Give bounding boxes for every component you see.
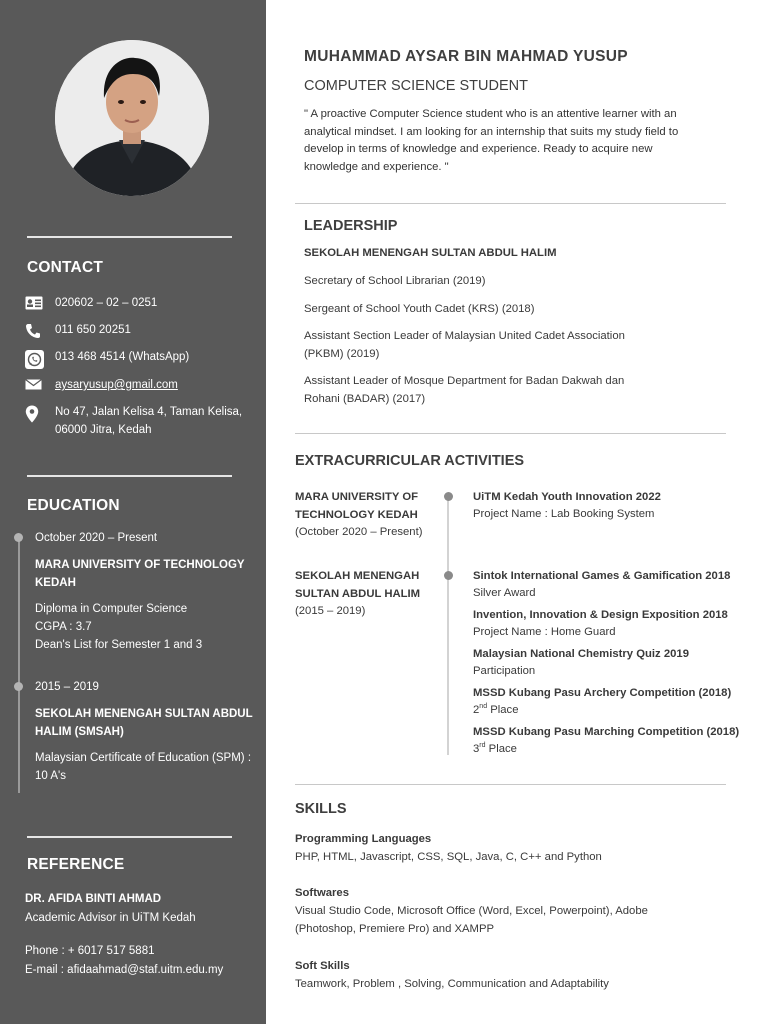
contact-email bbox=[25, 377, 255, 395]
activity-detail: Silver Award bbox=[473, 586, 536, 599]
reference-heading: REFERENCE bbox=[27, 856, 125, 873]
activity-detail: Project Name : Home Guard bbox=[473, 625, 616, 638]
activity-title: MSSD Kubang Pasu Archery Competition (2018) bbox=[473, 687, 732, 699]
activity-item bbox=[473, 489, 743, 522]
contact-ic bbox=[25, 295, 255, 313]
activity-item bbox=[473, 685, 743, 718]
education-period: October 2020 – Present bbox=[35, 532, 158, 544]
skill-label: Programming Languages bbox=[295, 833, 432, 845]
timeline-dot bbox=[444, 492, 453, 501]
timeline-dot bbox=[14, 533, 23, 542]
education-detail: Diploma in Computer Science bbox=[35, 603, 188, 615]
education-heading: EDUCATION bbox=[27, 497, 120, 514]
education-timeline bbox=[18, 537, 20, 793]
activity-title: Malaysian National Chemistry Quiz 2019 bbox=[473, 648, 689, 660]
extracurricular-heading: EXTRACURRICULAR ACTIVITIES bbox=[295, 453, 525, 469]
activity-item bbox=[473, 568, 743, 601]
email-link[interactable]: aysaryusup@gmail.com bbox=[55, 379, 178, 391]
contact-whatsapp bbox=[25, 349, 255, 369]
timeline-dot bbox=[444, 571, 453, 580]
main-content bbox=[266, 0, 768, 1024]
skill-value: Visual Studio Code, Microsoft Office (Word, Excel, Powerpoint), Adobe (Photoshop, Premiere Pro) and XAMPP bbox=[295, 905, 648, 935]
education-period: 2015 – 2019 bbox=[35, 681, 99, 693]
whatsapp-number[interactable]: 013 468 4514 (WhatsApp) bbox=[55, 351, 190, 363]
timeline-dot bbox=[14, 682, 23, 691]
activity-detail: 2nd Place bbox=[473, 702, 519, 716]
candidate-role: COMPUTER SCIENCE STUDENT bbox=[304, 78, 528, 94]
extracurricular-period: (2015 – 2019) bbox=[295, 605, 366, 617]
reference-title: Academic Advisor in UiTM Kedah bbox=[25, 912, 196, 924]
activity-detail: Participation bbox=[473, 664, 536, 677]
activity-item bbox=[473, 646, 743, 679]
skill-value: Teamwork, Problem , Solving, Communication and Adaptability bbox=[295, 978, 609, 990]
skill-value: PHP, HTML, Javascript, CSS, SQL, Java, C, C++ and Python bbox=[295, 851, 602, 863]
education-detail: Dean's List for Semester 1 and 3 bbox=[35, 639, 203, 651]
education-institution: SEKOLAH MENENGAH SULTAN ABDUL HALIM (SMSAH) bbox=[35, 708, 253, 738]
phone-icon bbox=[25, 322, 55, 340]
leadership-item: Assistant Section Leader of Malaysian United Cadet Association (PKBM) (2019) bbox=[304, 330, 625, 360]
location-pin-icon bbox=[25, 404, 55, 439]
candidate-name: MUHAMMAD AYSAR BIN MAHMAD YUSUP bbox=[304, 48, 628, 65]
id-card-icon bbox=[25, 295, 55, 313]
activity-title: UiTM Kedah Youth Innovation 2022 bbox=[473, 491, 661, 503]
contact-heading: CONTACT bbox=[27, 259, 104, 276]
skill-label: Soft Skills bbox=[295, 960, 350, 972]
education-detail: CGPA : 3.7 bbox=[35, 621, 92, 633]
reference-block bbox=[25, 890, 261, 980]
sidebar bbox=[0, 0, 266, 1024]
leadership-school: SEKOLAH MENENGAH SULTAN ABDUL HALIM bbox=[304, 247, 557, 259]
extracurricular-institution-name: MARA UNIVERSITY OF TECHNOLOGY KEDAH bbox=[295, 491, 419, 521]
skills-heading: SKILLS bbox=[295, 801, 347, 817]
activity-item bbox=[473, 724, 743, 757]
divider bbox=[295, 433, 726, 434]
divider bbox=[295, 203, 726, 204]
leadership-item: Assistant Leader of Mosque Department for Badan Dakwah dan Rohani (BADAR) (2017) bbox=[304, 375, 625, 405]
extracurricular-institution bbox=[295, 489, 435, 542]
profile-summary: " A proactive Computer Science student who is an attentive learner with an analytical mindset. I am looking for an internship that suits my study field to develop in terms of knowledge and experience. Ready to acquire new knowledge and experience. " bbox=[304, 108, 679, 173]
reference-name: DR. AFIDA BINTI AHMAD bbox=[25, 893, 162, 905]
extracurricular-institution bbox=[295, 568, 435, 621]
activity-title: Sintok International Games & Gamification 2018 bbox=[473, 570, 731, 582]
activity-detail: 3rd Place bbox=[473, 741, 517, 755]
whatsapp-icon bbox=[25, 349, 55, 369]
contact-address bbox=[25, 404, 245, 439]
divider bbox=[295, 784, 726, 785]
envelope-icon bbox=[25, 377, 55, 395]
education-item bbox=[35, 529, 257, 654]
contact-phone bbox=[25, 322, 255, 340]
reference-email: E-mail : afidaahmad@staf.uitm.edu.my bbox=[25, 964, 224, 976]
extracurricular-timeline bbox=[447, 497, 449, 755]
skill-item bbox=[295, 957, 735, 993]
profile-photo bbox=[55, 40, 209, 196]
leadership-item: Sergeant of School Youth Cadet (KRS) (2018) bbox=[304, 303, 535, 315]
education-institution: MARA UNIVERSITY OF TECHNOLOGY KEDAH bbox=[35, 559, 245, 589]
phone-number[interactable]: 011 650 20251 bbox=[55, 324, 131, 336]
activity-item bbox=[473, 607, 743, 640]
divider bbox=[27, 475, 232, 477]
ic-number: 020602 – 02 – 0251 bbox=[55, 297, 158, 309]
extracurricular-period: (October 2020 – Present) bbox=[295, 526, 423, 538]
education-detail: Malaysian Certificate of Education (SPM) : 10 A's bbox=[35, 752, 252, 782]
leadership-item: Secretary of School Librarian (2019) bbox=[304, 275, 486, 287]
leadership-heading: LEADERSHIP bbox=[304, 218, 398, 234]
divider bbox=[27, 236, 232, 238]
skill-item bbox=[295, 830, 735, 866]
skill-item bbox=[295, 884, 735, 938]
extracurricular-institution-name: SEKOLAH MENENGAH SULTAN ABDUL HALIM bbox=[295, 570, 421, 600]
reference-phone: Phone : + 6017 517 5881 bbox=[25, 945, 155, 957]
activity-title: Invention, Innovation & Design Exposition 2018 bbox=[473, 609, 728, 621]
skill-label: Softwares bbox=[295, 887, 349, 899]
activity-title: MSSD Kubang Pasu Marching Competition (2018) bbox=[473, 726, 740, 738]
activity-detail: Project Name : Lab Booking System bbox=[473, 507, 655, 520]
education-item bbox=[35, 678, 257, 785]
address: No 47, Jalan Kelisa 4, Taman Kelisa, 06000 Jitra, Kedah bbox=[55, 406, 243, 436]
divider bbox=[27, 836, 232, 838]
